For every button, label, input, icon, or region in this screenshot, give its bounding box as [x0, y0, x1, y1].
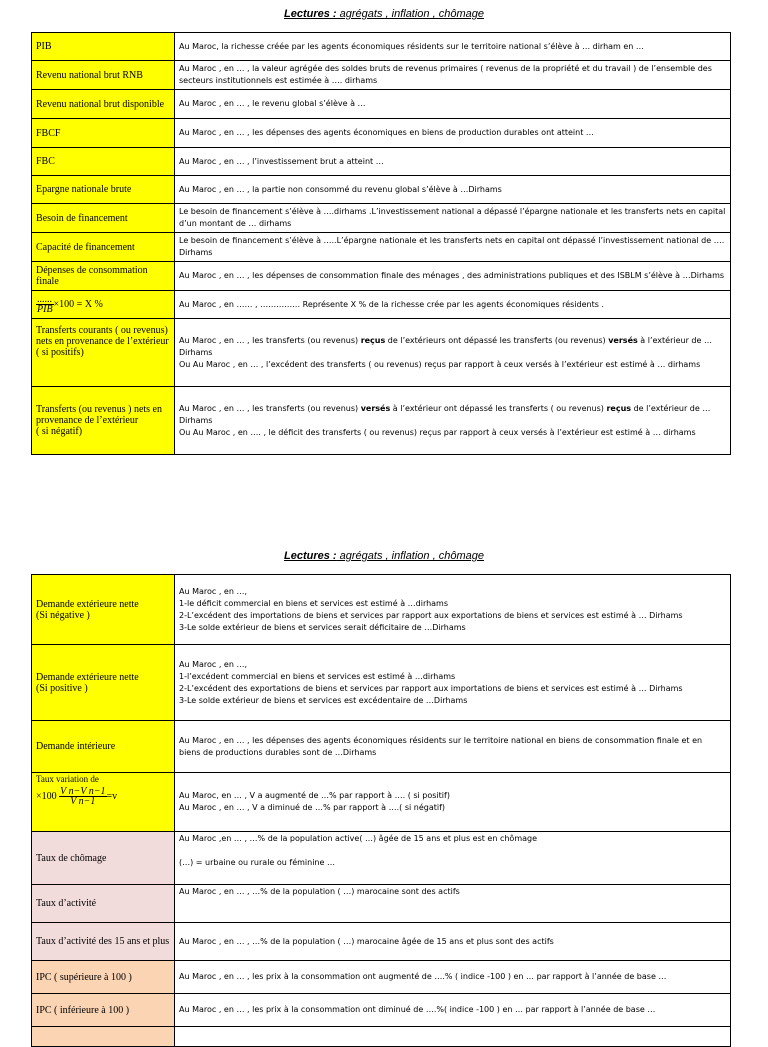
row-text: Au Maroc , en …… , …………… Représente X % de la richesse crée par les agents économiques résidents .: [175, 291, 731, 319]
row-text: Au Maroc, en … , V a augmenté de …% par rapport à …. ( si positif) Au Maroc , en … , V a diminué de …% par rapport à ….( si négatif): [175, 773, 731, 832]
row-label: Capacité de financement: [32, 233, 175, 262]
text-part: Au Maroc , en … , les transferts (ou revenus): [179, 403, 361, 413]
row-label: FBC: [32, 148, 175, 176]
page-heading: [0, 8, 768, 20]
table-row: [32, 319, 731, 387]
row-text: Au Maroc , en … , la partie non consommé du revenu global s’élève à …Dirhams: [175, 176, 731, 204]
table-row: [32, 176, 731, 204]
row-text: Au Maroc , en … , les dépenses de consommation finale des ménages , des administrations publiques et des ISBLM s’élève à …Dirhams: [175, 262, 731, 291]
page-heading: [0, 550, 768, 562]
row-text: Au Maroc , en … , les dépenses des agents économiques en biens de production durables ont atteint …: [175, 119, 731, 148]
table-row: [32, 1027, 731, 1047]
table-row: [32, 885, 731, 923]
fraction-denominator: PIB: [37, 304, 53, 315]
growth-fraction: [59, 787, 106, 806]
row-label: Demande intérieure: [32, 721, 175, 773]
row-text: Au Maroc , en … , les dépenses des agents économiques résidents sur le territoire national en biens de consommation finale et en biens de productions durables sont de …Dirhams: [175, 721, 731, 773]
text-bold: reçus: [360, 335, 386, 345]
text-part: de l’extérieur de … Dirhams Ou Au Maroc , en …. , le déficit des transferts ( ou revenus) reçus par rapport à ceux versés à l’extérieur est estimé à … dirhams: [179, 403, 711, 437]
share-formula: [36, 294, 103, 315]
share-fraction: [36, 295, 54, 314]
formula-caption: Taux variation de: [36, 774, 99, 784]
row-label: Revenu national brut RNB: [32, 61, 175, 90]
table-row: [32, 961, 731, 994]
row-text: Au Maroc , en … , …% de la population ( …) marocaine âgée de 15 ans et plus sont des actifs: [175, 923, 731, 961]
table-row: [32, 387, 731, 455]
formula-prefix: ×100: [36, 790, 57, 802]
table-row: [32, 291, 731, 319]
row-text: Au Maroc , en … , la valeur agrégée des soldes bruts de revenus primaires ( revenus de la propriété et du travail ) de l’ensemble des secteurs institutionnels est estimée à …. dirhams: [175, 61, 731, 90]
table-row: [32, 645, 731, 721]
row-label: Dépenses de consommation finale: [32, 262, 175, 291]
formula-tail: ×100 = X %: [53, 298, 103, 310]
row-label-formula: [32, 773, 175, 832]
text-bold: reçus: [606, 403, 632, 413]
growth-formula: [36, 786, 118, 807]
table-row: [32, 994, 731, 1027]
row-label-empty: [32, 1027, 175, 1047]
row-label: Epargne nationale brute: [32, 176, 175, 204]
text-part: de l’extérieurs ont dépassé les transferts (ou revenus): [385, 335, 609, 345]
table-row: [32, 832, 731, 885]
row-label: Taux d’activité: [32, 885, 175, 923]
row-text-empty: [175, 1027, 731, 1047]
heading-title: agrégats , inflation , chômage: [336, 550, 484, 562]
row-label: Taux d’activité des 15 ans et plus: [32, 923, 175, 961]
row-text: Le besoin de financement s’élève à ….dirhams .L’investissement national a dépassé l’épargne nationale et les transferts nets en capital d’un montant de … dirhams: [175, 204, 731, 233]
row-text: Au Maroc , en … , les prix à la consommation ont augmenté de ….% ( indice -100 ) en … par rapport à l’année de base …: [175, 961, 731, 994]
row-text: [175, 319, 731, 387]
row-label: IPC ( inférieure à 100 ): [32, 994, 175, 1027]
table-row: [32, 33, 731, 61]
table-row: [32, 61, 731, 90]
table-row: [32, 923, 731, 961]
text-part: Au Maroc , en … , les transferts (ou revenus): [179, 335, 361, 345]
row-label: Demande extérieure nette (Si positive ): [32, 645, 175, 721]
table-row: [32, 773, 731, 832]
table-demand-inflation: [31, 574, 731, 1047]
row-text: Au Maroc , en … , l’investissement brut a atteint …: [175, 148, 731, 176]
row-label: Demande extérieure nette (Si négative ): [32, 575, 175, 645]
row-label: FBCF: [32, 119, 175, 148]
row-text: [175, 387, 731, 455]
row-text: Au Maroc ,en … , …% de la population active( …) âgée de 15 ans et plus est en chômage (…) = urbaine ou rurale ou féminine …: [175, 832, 731, 885]
table-row: [32, 119, 731, 148]
text-bold: versés: [608, 335, 638, 345]
text-part: à l’extérieur de … Dirhams Ou Au Maroc , en … , l’excédent des transferts ( ou revenus) reçus par rapport à ceux versés à l’extérieur est estimé à … dirhams: [179, 335, 712, 369]
row-label: Transferts (ou revenus ) nets en provenance de l’extérieur ( si négatif): [32, 387, 175, 455]
row-text: Au Maroc , en …, 1-l’excédent commercial en biens et services est estimé à …dirhams 2-L’excédent des exportations de biens et services par rapport aux importations de biens et services est estimé à … Dirhams 3-Le solde extérieur de biens et services est excédentaire de …Dirhams: [175, 645, 731, 721]
text-bold: versés: [360, 403, 391, 413]
row-label: Revenu national brut disponible: [32, 90, 175, 119]
formula-tail: =v: [106, 790, 118, 802]
heading-lead: Lectures :: [284, 8, 337, 20]
row-text: Au Maroc , en …, 1-le déficit commercial en biens et services est estimé à …dirhams 2-L’excédent des importations de biens et services par rapport aux exportations de biens et services est estimé à … Dirhams 3-Le solde extérieur de biens et services serait déficitaire de …Dirhams: [175, 575, 731, 645]
table-row: [32, 575, 731, 645]
table-row: [32, 721, 731, 773]
fraction-numerator: V n−V n−1: [60, 786, 106, 797]
table-row: [32, 233, 731, 262]
fraction-numerator: ......: [37, 294, 53, 305]
table-row: [32, 148, 731, 176]
row-text: Le besoin de financement s’élève à …..L’épargne nationale et les transferts nets en capital ont dépassé l’investissement national de …. Dirhams: [175, 233, 731, 262]
table-row: [32, 90, 731, 119]
text-part: à l’extérieur ont dépassé les transferts ( ou revenus): [390, 403, 607, 413]
table-row: [32, 204, 731, 233]
row-label: PIB: [32, 33, 175, 61]
row-label: IPC ( supérieure à 100 ): [32, 961, 175, 994]
row-text: Au Maroc, la richesse créée par les agents économiques résidents sur le territoire national s’élève à … dirham en …: [175, 33, 731, 61]
row-label: Besoin de financement: [32, 204, 175, 233]
row-text: Au Maroc , en … , le revenu global s’élève à …: [175, 90, 731, 119]
heading-lead: Lectures :: [284, 550, 337, 562]
row-text: Au Maroc , en … , les prix à la consommation ont diminué de ….%( indice -100 ) en … par rapport à l’année de base …: [175, 994, 731, 1027]
row-label: Taux de chômage: [32, 832, 175, 885]
table-aggregates: [31, 32, 731, 455]
table-row: [32, 262, 731, 291]
heading-title: agrégats , inflation , chômage: [336, 8, 484, 20]
row-label-formula: [32, 291, 175, 319]
fraction-denominator: V n−1: [70, 796, 96, 807]
row-label: Transferts courants ( ou revenus) nets en provenance de l’extérieur ( si positifs): [32, 319, 175, 387]
row-text: Au Maroc , en … , …% de la population ( …) marocaine sont des actifs: [175, 885, 731, 923]
